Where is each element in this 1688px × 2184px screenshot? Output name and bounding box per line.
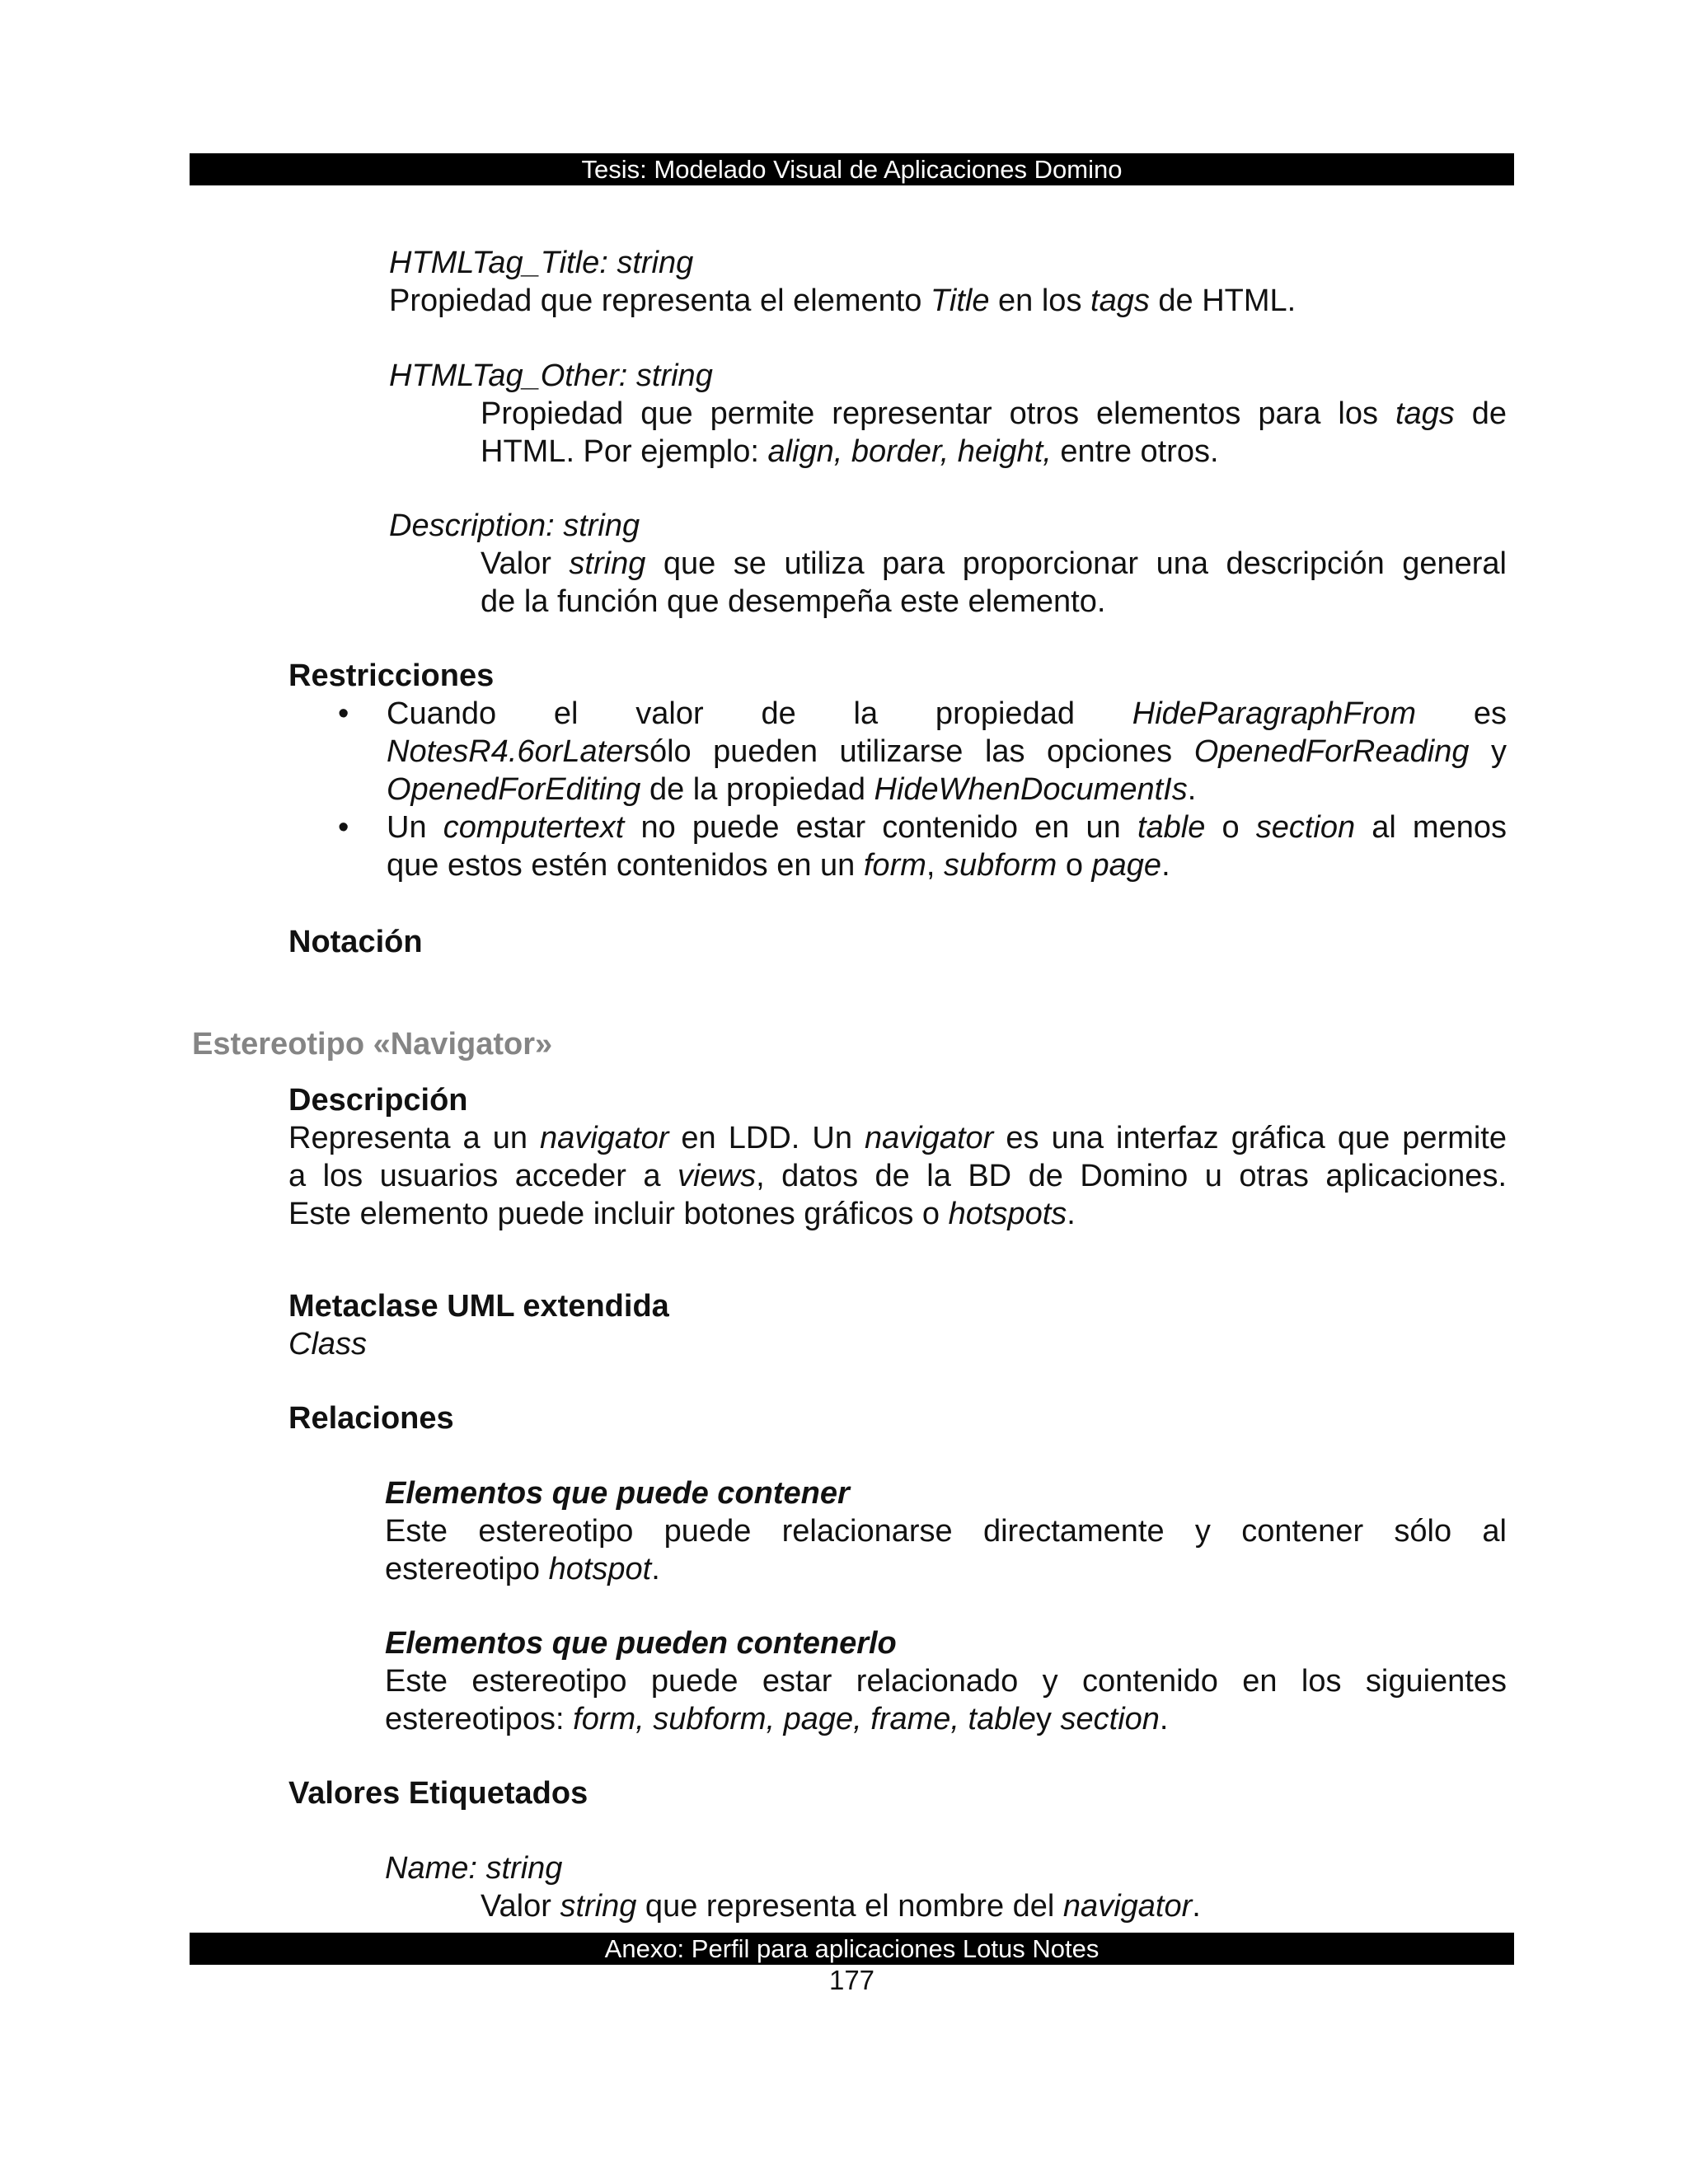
bullet-1: • <box>338 696 349 731</box>
heading-restricciones: Restricciones <box>288 658 495 693</box>
header-band <box>190 153 1514 185</box>
property-desc-description-line2: de la función que desempeña este elemento. <box>481 584 1106 619</box>
restriction-2-line2: que estos estén contenidos en un form, subform o page. <box>387 848 1170 883</box>
heading-relaciones: Relaciones <box>288 1401 454 1436</box>
footer-band <box>190 1933 1514 1965</box>
property-name-htmltag-other: HTMLTag_Other: string <box>389 359 713 393</box>
relaciones-contenerlo-line1: Este estereotipo puede estar relacionado y contenido en los siguientes <box>385 1664 1507 1699</box>
descripcion-line3: Este elemento puede incluir botones gráficos o hotspots. <box>288 1197 1076 1231</box>
relaciones-contenerlo-line2: estereotipos: form, subform, page, frame, tabley section. <box>385 1702 1169 1736</box>
metaclase-value: Class <box>288 1327 368 1361</box>
property-desc-description-line1: Valor string que se utiliza para proporcionar una descripción general <box>481 546 1507 581</box>
property-desc-name: Valor string que representa el nombre del navigator. <box>481 1889 1201 1924</box>
heading-notacion: Notación <box>288 925 423 959</box>
property-name-name: Name: string <box>385 1851 563 1886</box>
header-title: Tesis: Modelado Visual de Aplicaciones Domino <box>581 155 1123 184</box>
heading-metaclase: Metaclase UML extendida <box>288 1289 669 1324</box>
relaciones-contener-line1: Este estereotipo puede relacionarse directamente y contener sólo al <box>385 1514 1507 1549</box>
footer-title: Anexo: Perfil para aplicaciones Lotus Notes <box>604 1934 1100 1963</box>
subheading-elementos-que-pueden-contenerlo: Elementos que pueden contenerlo <box>385 1626 897 1661</box>
section-title-stereotype: Estereotipo «Navigator» <box>192 1027 553 1062</box>
descripcion-line1: Representa a un navigator en LDD. Un navigator es una interfaz gráfica que permite <box>288 1121 1507 1155</box>
restriction-1-line2: NotesR4.6orLatersólo pueden utilizarse las opciones OpenedForReading y <box>387 734 1507 769</box>
property-desc-htmltag-title: Propiedad que representa el elemento Title en los tags de HTML. <box>389 284 1296 318</box>
heading-descripcion: Descripción <box>288 1083 468 1118</box>
subheading-elementos-que-puede-contener: Elementos que puede contener <box>385 1476 850 1511</box>
property-name-description: Description: string <box>389 509 640 543</box>
bullet-2: • <box>338 810 349 845</box>
page-number: 177 <box>828 1965 875 1995</box>
property-name-htmltag-title: HTMLTag_Title: string <box>389 246 694 280</box>
relaciones-contener-line2: estereotipo hotspot. <box>385 1552 660 1586</box>
heading-valores-etiquetados: Valores Etiquetados <box>288 1776 588 1811</box>
restriction-2-line1: Un computertext no puede estar contenido en un table o section al menos <box>387 810 1507 845</box>
property-desc-htmltag-other-line2: HTML. Por ejemplo: align, border, height, entre otros. <box>481 434 1219 469</box>
descripcion-line2: a los usuarios acceder a views, datos de la BD de Domino u otras aplicaciones. <box>288 1159 1507 1193</box>
restriction-1-line1: Cuando el valor de la propiedad HideParagraphFrom es <box>387 696 1507 731</box>
restriction-1-line3: OpenedForEditing de la propiedad HideWhenDocumentIs. <box>387 772 1197 807</box>
property-desc-htmltag-other-line1: Propiedad que permite representar otros elementos para los tags de <box>481 396 1507 431</box>
